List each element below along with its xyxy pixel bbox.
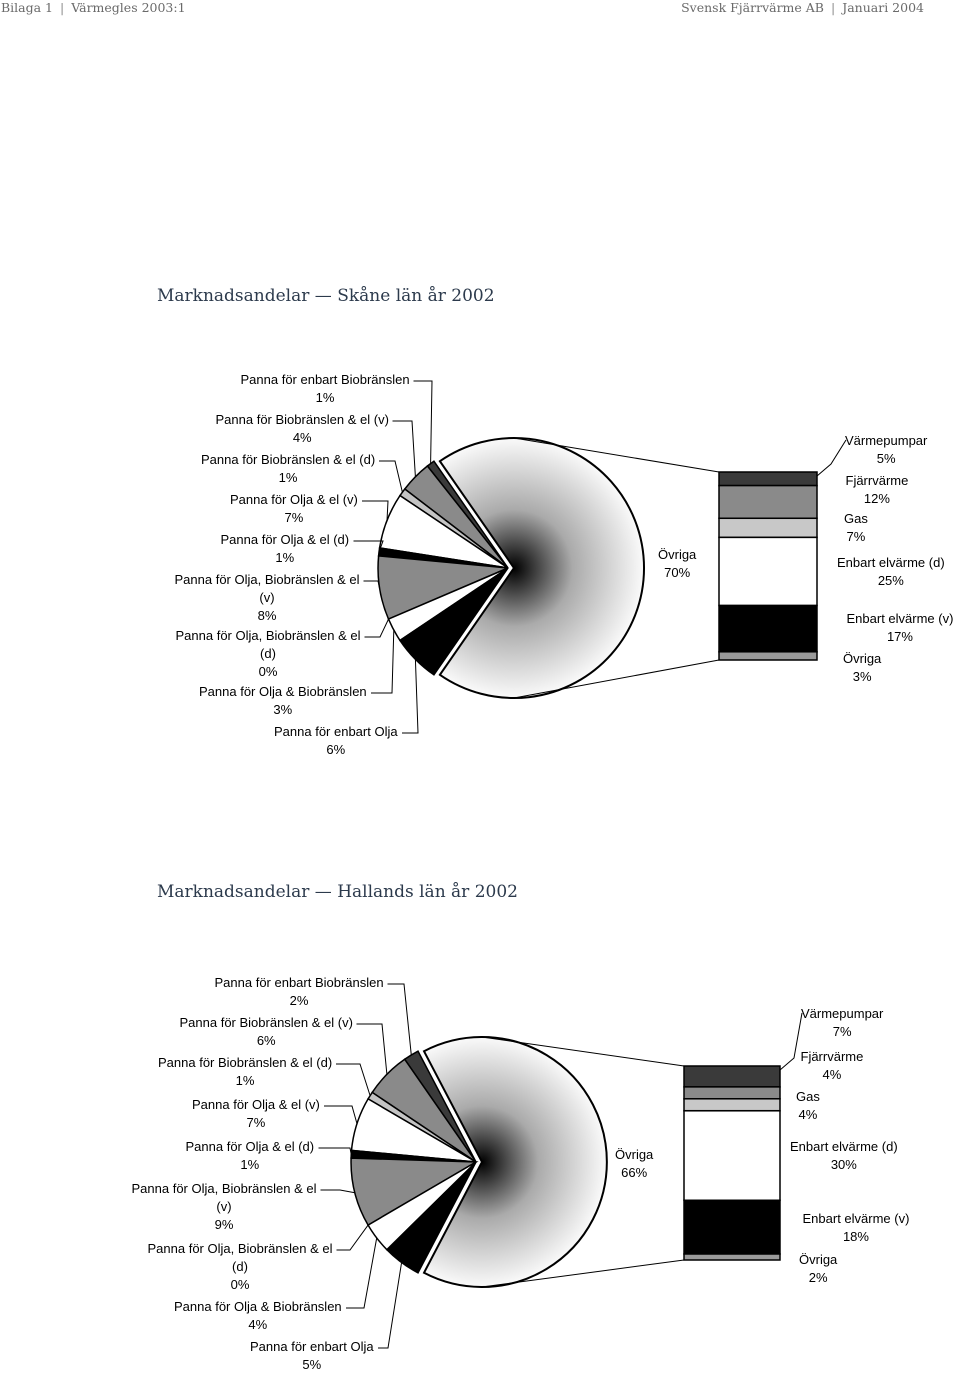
bar-leader-1 (817, 440, 846, 476)
bar-label-6 (843, 650, 881, 686)
pie-label-5-line: 1% (275, 550, 295, 565)
pie-label-8-line: Panna för Olja & Biobränslen (199, 684, 367, 699)
pie-label-5-line: Panna för Olja & el (d) (185, 1139, 315, 1154)
leader-line-6 (321, 1190, 355, 1193)
bar-label-2 (846, 472, 909, 508)
bar-label-5-line: Enbart elvärme (v) (846, 611, 954, 626)
leader-line-8 (371, 630, 394, 693)
pie-label-8-line: 3% (273, 702, 293, 717)
bar-leader-1 (780, 1013, 802, 1070)
pie-label-2 (180, 1014, 353, 1050)
pie-label-5-line: Panna för Olja & el (d) (220, 532, 350, 547)
bar-segment-4 (684, 1111, 780, 1201)
bar-label-2-line: 4% (822, 1067, 842, 1082)
bar-label-2 (801, 1048, 864, 1084)
bar-label-5-line: 18% (842, 1229, 869, 1244)
pie-label-7-line: Panna för Olja, Biobränslen & el (147, 1241, 333, 1256)
leader-line-1 (414, 381, 433, 464)
pie-label-1-line: 2% (289, 993, 309, 1008)
bar-label-1-line: Värmepumpar (845, 433, 928, 448)
pie-label-4-line: 7% (284, 510, 304, 525)
pie-label-3-line: Panna för Biobränslen & el (d) (158, 1055, 333, 1070)
bar-label-6-line: 2% (808, 1270, 828, 1285)
pie-label-2 (216, 411, 389, 447)
bar-segment-6 (719, 652, 817, 660)
bar-label-3-line: 7% (846, 529, 866, 544)
bar-label-5-line: Enbart elvärme (v) (802, 1211, 910, 1226)
bar-label-3-line: Gas (844, 511, 868, 526)
pie-label-4 (192, 1096, 320, 1132)
pie-label-1-line: Panna för enbart Biobränslen (240, 372, 410, 387)
pie-label-1 (241, 371, 410, 407)
bar-segment-1 (719, 472, 817, 486)
bar-segment-2 (684, 1087, 780, 1099)
pie-label-6-line: (v) (216, 1199, 232, 1214)
leader-line-3 (379, 461, 402, 492)
bar-label-6-line: Övriga (799, 1252, 838, 1267)
bar-label-3-line: Gas (796, 1089, 820, 1104)
pie-label-9-line: 6% (326, 742, 346, 757)
ovriga-label (615, 1146, 653, 1182)
pie-label-1 (215, 974, 384, 1010)
pie-label-8-line: 4% (248, 1317, 268, 1332)
bar-label-4 (837, 554, 945, 590)
bar-label-5 (803, 1210, 910, 1246)
pie-label-4-line: 7% (246, 1115, 266, 1130)
bar-label-3 (844, 510, 868, 546)
bar-segment-4 (719, 537, 817, 605)
bar-label-4-line: Enbart elvärme (d) (837, 555, 945, 570)
pie-label-4-line: Panna för Olja & el (v) (192, 1097, 320, 1112)
bar-label-2-line: 12% (863, 491, 890, 506)
pie-label-6 (175, 571, 360, 625)
bar-label-6-line: Övriga (843, 651, 882, 666)
pie-label-7 (148, 1240, 333, 1294)
bar-segment-1 (684, 1066, 780, 1087)
bar-label-1 (801, 1005, 883, 1041)
pie-label-3-line: 1% (235, 1073, 255, 1088)
header-separator: | (831, 0, 836, 15)
header-report: Värmegles 2003:1 (71, 0, 186, 15)
leader-line-9 (402, 659, 418, 733)
bar-label-4-line: 25% (877, 573, 904, 588)
pie-label-8 (174, 1298, 342, 1334)
ovriga-label-line: Övriga (615, 1147, 654, 1162)
bar-label-1-line: 5% (876, 451, 896, 466)
pie-label-7-line: 0% (230, 1277, 250, 1292)
leader-line-4 (362, 501, 388, 521)
pie-label-7-line: (d) (232, 1259, 248, 1274)
pie-label-5 (221, 531, 350, 567)
pie-label-7-line: (d) (260, 646, 276, 661)
chart-title-skane: Marknadsandelar — Skåne län år 2002 (157, 286, 495, 306)
bar-label-2-line: Fjärrvärme (800, 1049, 864, 1064)
bar-label-5 (847, 610, 954, 646)
leader-line-7 (337, 1225, 369, 1250)
bar-label-4 (790, 1138, 898, 1174)
pie-label-6-line: Panna för Olja, Biobränslen & el (174, 572, 360, 587)
pie-label-3-line: 1% (278, 470, 298, 485)
header-org: Svensk Fjärrvärme AB (681, 0, 824, 15)
leader-line-3 (336, 1064, 370, 1096)
bar-label-5-line: 17% (886, 629, 913, 644)
pie-label-1-line: 1% (315, 390, 335, 405)
header-appendix: Bilaga 1 (1, 0, 54, 15)
pie-label-7-line: Panna för Olja, Biobränslen & el (175, 628, 361, 643)
header-separator: | (60, 0, 65, 15)
bar-segment-5 (719, 606, 817, 652)
bar-label-4-line: 30% (830, 1157, 857, 1172)
bar-segment-3 (684, 1099, 780, 1111)
leader-line-4 (324, 1106, 357, 1124)
pie-label-9-line: 5% (302, 1357, 322, 1372)
header-date: Januari 2004 (842, 0, 924, 15)
pie-label-9-line: Panna för enbart Olja (250, 1339, 374, 1354)
bar-segment-3 (719, 518, 817, 537)
bar-label-3-line: 4% (798, 1107, 818, 1122)
pie-label-2-line: Panna för Biobränslen & el (v) (179, 1015, 353, 1030)
bar-label-4-line: Enbart elvärme (d) (790, 1139, 898, 1154)
pie-label-7 (176, 627, 361, 681)
bar-label-6-line: 3% (852, 669, 872, 684)
pie-label-8 (199, 683, 367, 719)
bar-segment-5 (684, 1200, 780, 1254)
bar-label-2-line: Fjärrvärme (845, 473, 909, 488)
pie-label-4 (230, 491, 358, 527)
pie-label-8-line: Panna för Olja & Biobränslen (174, 1299, 342, 1314)
pie-label-9 (274, 723, 398, 759)
leader-line-5 (319, 1148, 352, 1154)
bar-segment-6 (684, 1254, 780, 1260)
ovriga-label-line: 66% (621, 1165, 648, 1180)
bar-label-1 (845, 432, 927, 468)
pie-label-6-line: (v) (259, 590, 275, 605)
ovriga-label (658, 546, 696, 582)
pie-label-2-line: 6% (256, 1033, 276, 1048)
bar-segment-2 (719, 486, 817, 519)
pie-label-1-line: Panna för enbart Biobränslen (214, 975, 384, 990)
bar-label-6 (799, 1251, 837, 1287)
leader-line-9 (378, 1262, 402, 1348)
leader-line-6 (364, 581, 380, 588)
leader-line-7 (365, 619, 389, 637)
pie-label-5-line: 1% (240, 1157, 260, 1172)
pie-label-3-line: Panna för Biobränslen & el (d) (201, 452, 376, 467)
leader-line-2 (393, 421, 416, 477)
pie-label-7-line: 0% (258, 664, 278, 679)
bar-label-1-line: 7% (832, 1024, 852, 1039)
pie-label-6-line: Panna för Olja, Biobränslen & el (131, 1181, 317, 1196)
ovriga-label-line: 70% (664, 565, 691, 580)
pie-label-6-line: 9% (214, 1217, 234, 1232)
leader-line-1 (388, 984, 412, 1055)
pie-label-3 (158, 1054, 332, 1090)
bar-label-1-line: Värmepumpar (801, 1006, 884, 1021)
pie-label-4-line: Panna för Olja & el (v) (230, 492, 358, 507)
bar-label-3 (796, 1088, 820, 1124)
ovriga-label-line: Övriga (658, 547, 697, 562)
pie-label-2-line: 4% (292, 430, 312, 445)
pie-label-9-line: Panna för enbart Olja (274, 724, 398, 739)
pie-label-6 (132, 1180, 317, 1234)
pie-label-5 (186, 1138, 315, 1174)
pie-label-6-line: 8% (257, 608, 277, 623)
chart-title-halland: Marknadsandelar — Hallands län år 2002 (157, 882, 518, 902)
pie-label-2-line: Panna för Biobränslen & el (v) (215, 412, 389, 427)
pie-label-3 (201, 451, 375, 487)
